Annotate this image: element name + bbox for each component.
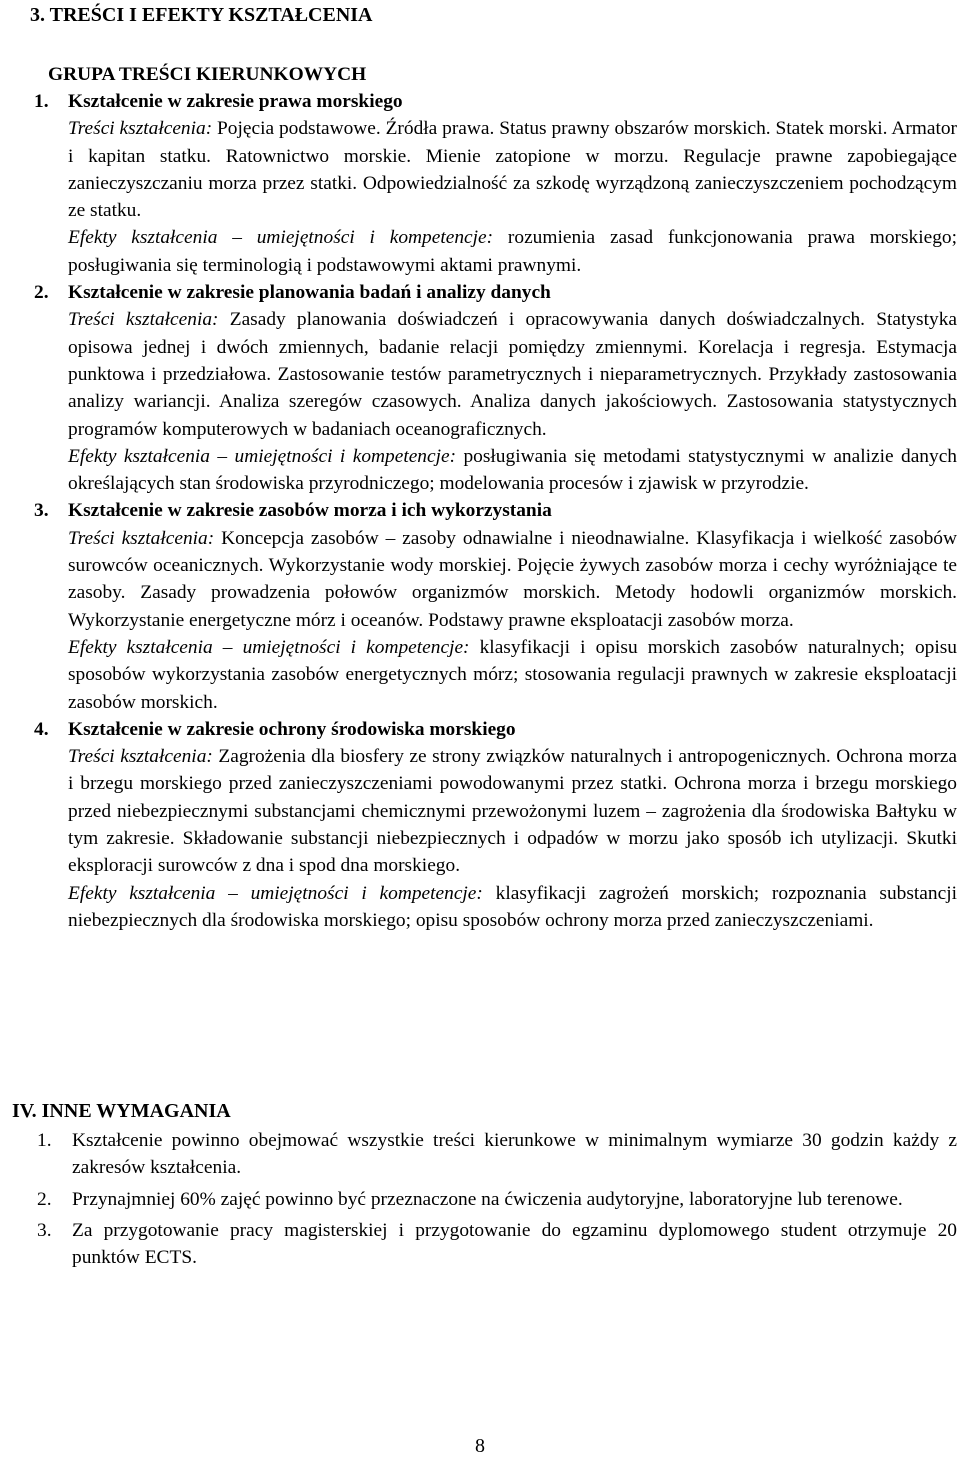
content-group-heading: Kształcenie w zakresie zasobów morza i ich wykorzystania [68,500,552,522]
effects-paragraph [68,224,957,279]
group-title: GRUPA TREŚCI KIERUNKOWYCH [48,64,367,85]
content-label: Treści kształcenia: [68,118,213,140]
requirement-item [34,1217,957,1272]
content-group-3 [34,497,957,715]
content-label: Treści kształcenia: [68,309,219,331]
content-paragraph [68,525,957,634]
content-group-number: 3. [34,500,49,522]
content-paragraph [68,115,957,224]
content-text: Zasady planowania doświadczeń i opracowywania danych doświadczalnych. Statystyka opisowa jednej i dwóch zmiennych, badanie relacji pomiędzy zmiennymi. Korelacja i regresja. Estymacja punktowa i przedziałowa. Zastosowanie testów parametrycznych i nieparametrycznych. Przykłady zastosowania analizy wariancji. Analiza szeregów czasowych. Analiza danych jakościowych. Zastosowania statystycznych programów komputerowych w badaniach oceanograficznych. [68,309,957,440]
content-group-heading: Kształcenie w zakresie prawa morskiego [68,91,403,112]
content-group-number: 1. [34,91,49,112]
content-label: Treści kształcenia: [68,746,213,768]
content-group-2 [34,279,957,497]
requirement-number: 3. [37,1219,52,1241]
requirement-text: Kształcenie powinno obejmować wszystkie treści kierunkowe w minimalnym wymiarze 30 godzin każdy z zakresów kształcenia. [72,1130,957,1179]
page-number: 8 [475,1435,485,1457]
content-paragraph [68,306,957,442]
effects-text: klasyfikacji zagrożeń morskich; rozpoznania substancji niebezpiecznych dla środowiska morskiego; opisu sposobów ochrony morza przed zanieczyszczeniami. [68,882,957,931]
effects-label: Efekty kształcenia – umiejętności i kompetencje: [68,227,494,249]
content-group-1 [34,88,957,279]
content-group-number: 4. [34,718,49,740]
other-requirements-list [34,1127,957,1275]
content-label: Treści kształcenia: [68,527,215,549]
requirement-item [34,1127,957,1182]
requirement-text: Przynajmniej 60% zajęć powinno być przeznaczone na ćwiczenia audytoryjne, laboratoryjne lub terenowe. [72,1188,903,1210]
content-group-number: 2. [34,282,49,304]
content-group-4 [34,716,957,934]
effects-paragraph [68,634,957,716]
other-requirements-title: IV. INNE WYMAGANIA [12,1100,231,1122]
content-group-heading: Kształcenie w zakresie ochrony środowiska morskiego [68,718,516,740]
effects-label: Efekty kształcenia – umiejętności i kompetencje: [68,445,457,467]
effects-label: Efekty kształcenia – umiejętności i kompetencje: [68,882,483,904]
requirement-text: Za przygotowanie pracy magisterskiej i przygotowanie do egzaminu dyplomowego student otrzymuje 20 punktów ECTS. [72,1219,957,1269]
effects-paragraph [68,443,957,498]
effects-text: klasyfikacji i opisu morskich zasobów naturalnych; opisu sposobów wykorzystania zasobów energetycznych mórz; stosowania regulacji prawnych w zakresie eksploatacji zasobów morskich. [68,636,957,713]
content-text: Zagrożenia dla biosfery ze strony związków naturalnych i antropogenicznych. Ochrona morza i brzegu morskiego przed zanieczyszczeniami powodowanymi przez statki. Ochrona morza i brzegu morskiego przed niebezpiecznymi substancjami chemicznymi przewożonymi luzem – zagrożenia dla środowiska Bałtyku w tym zakresie. Składowanie substancji niebezpiecznych i odpadów w morzu jako sposób ich utylizacji. Skutki eksploracji surowców z dna i spod dna morskiego. [68,746,957,877]
effects-paragraph [68,880,957,935]
requirement-number: 2. [37,1188,52,1210]
effects-label: Efekty kształcenia – umiejętności i kompetencje: [68,636,470,658]
section-title: 3. TREŚCI I EFEKTY KSZTAŁCENIA [30,4,373,26]
effects-text: posługiwania się metodami statystycznymi w analizie danych określających stan środowiska przyrodniczego; modelowania procesów i zjawisk w przyrodzie. [68,445,958,495]
content-text: Pojęcia podstawowe. Źródła prawa. Status prawny obszarów morskich. Statek morski. Armator i kapitan statku. Ratownictwo morskie. Mienie zatopione w morzu. Regulacje prawne zapobiegające zanieczyszczaniu morza przez statki. Odpowiedzialność za szkodę wyrządzoną zanieczyszczeniem pochodzącym ze statku. [68,118,958,222]
requirement-number: 1. [37,1130,52,1151]
content-group-heading: Kształcenie w zakresie planowania badań i analizy danych [68,282,551,304]
content-groups [34,88,957,934]
content-paragraph [68,743,957,879]
requirement-item [34,1186,957,1213]
effects-text: rozumienia zasad funkcjonowania prawa morskiego; posługiwania się terminologią i podstawowymi aktami prawnymi. [68,227,957,276]
content-text: Koncepcja zasobów – zasoby odnawialne i nieodnawialne. Klasyfikacja i wielkość zasobów surowców oceanicznych. Wykorzystanie wody morskiej. Pojęcie żywych zasobów morza i cechy wyróżniające te zasoby. Zasady prowadzenia połowów organizmów morskich. Metody hodowli organizmów morskich. Wykorzystanie energetyczne mórz i oceanów. Podstawy prawne eksploatacji zasobów morza. [68,527,957,631]
